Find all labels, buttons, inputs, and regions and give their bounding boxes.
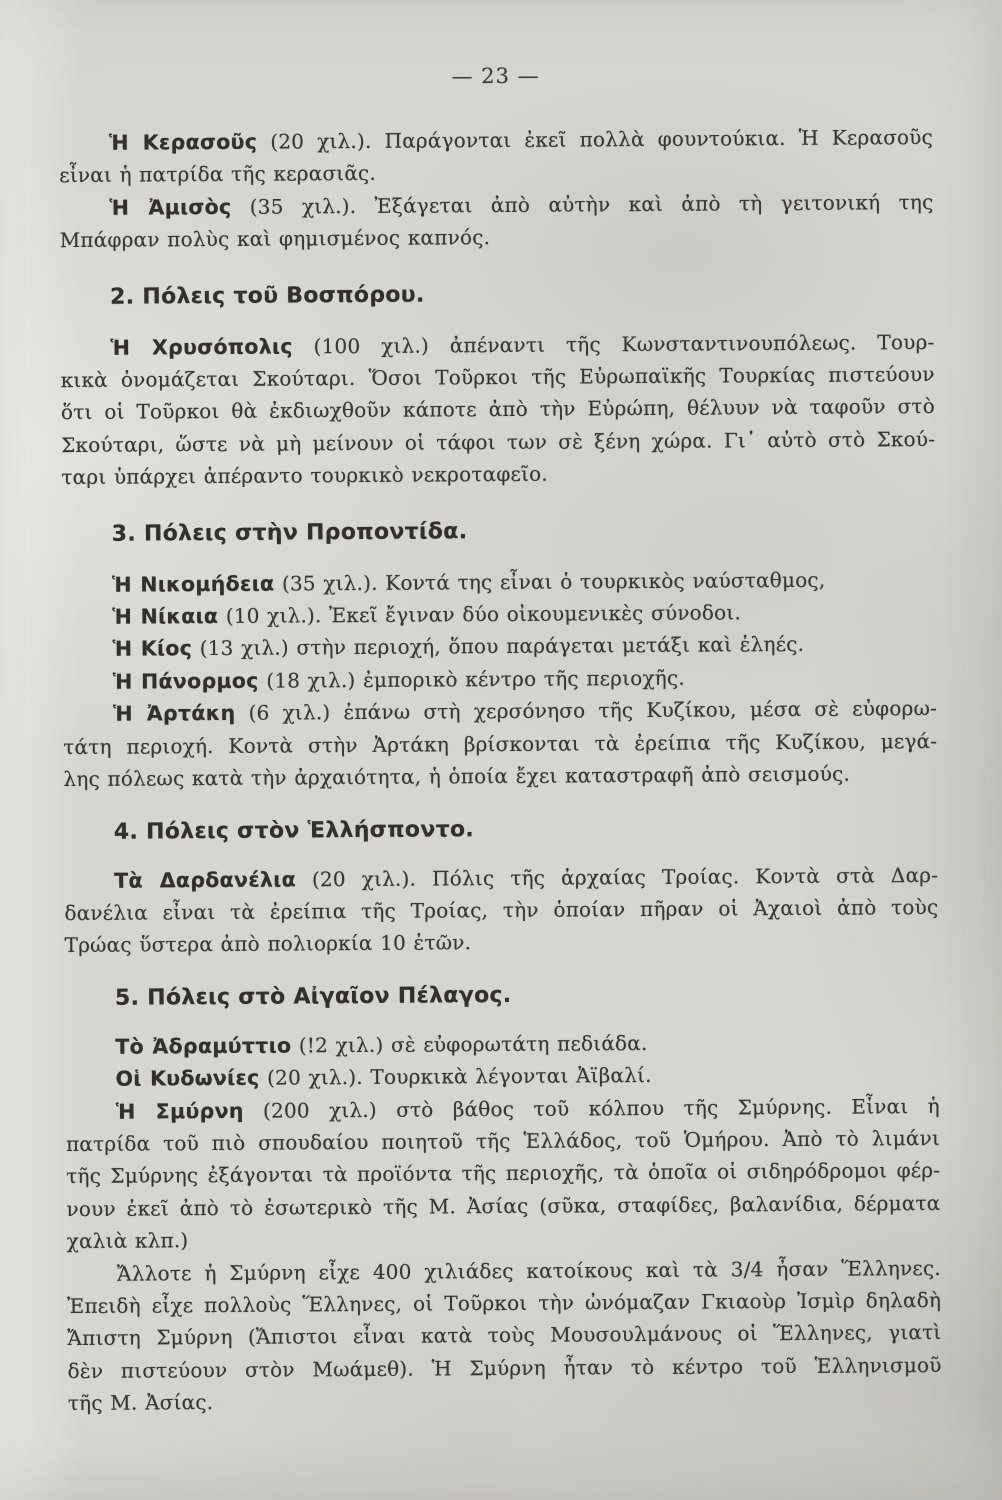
- text-line: Ἐπειδὴ εἶχε πολλοὺς Ἕλληνες, οἱ Τοῦρκοι τὴν ὠνόμαζαν Γκιαοὺρ Ἰσμὶρ δηλαδὴ: [67, 1287, 942, 1319]
- text-span: (!2 χιλ.) σὲ εὐφορωτάτη πεδιάδα.: [291, 1030, 648, 1058]
- text-line: Ἄλλοτε ἡ Σμύρνη εἶχε 400 χιλιάδες κατοίκους καὶ τὰ 3/4 ἦσαν Ἕλληνες.: [116, 1255, 941, 1286]
- paragraph-amisos: [59, 186, 933, 257]
- text-line: λης πόλεως κατὰ τὴν ἀρχαιότητα, ἡ ὁποία ἔχει καταστραφῆ ἀπὸ σεισμούς.: [63, 761, 851, 792]
- text-span: (100 χιλ.) ἀπέναντι τῆς Κωνσταντινουπόλεως. Τουρ-: [292, 329, 935, 359]
- entry-lead: Ἡ Ἀρτάκη: [112, 701, 236, 726]
- text-line: ταρι ὑπάρχει ἀπέραντο τουρκικὸ νεκροταφεῖο.: [61, 461, 548, 490]
- section-heading-aegean: 5. Πόλεις στὸ Αἰγαῖον Πέλαγος.: [114, 982, 512, 1011]
- text-line: [59, 186, 933, 225]
- entry-lead: Ἡ Κίος: [112, 636, 193, 662]
- text-span: (18 χιλ.) ἐμπορικὸ κέντρο τῆς περιοχῆς.: [258, 665, 685, 693]
- entry-lead: Ἡ Νικομήδεια: [112, 571, 275, 597]
- entry-lead: Ἡ Πάνορμος: [112, 668, 259, 694]
- text-line: πατρίδα τοῦ πιὸ σπουδαίου ποιητοῦ τῆς Ἑλλάδος, τοῦ Ὁμήρου. Ἀπὸ τὸ λιμάνι: [65, 1125, 941, 1156]
- text-line: Μπάφραν πολὺς καὶ φημισμένος καπνός.: [59, 225, 491, 253]
- text-span: (10 χιλ.). Ἐκεῖ ἔγιναν δύο οἰκουμενικὲς σύνοδοι.: [218, 600, 742, 629]
- text-span: (20 χιλ.). Παράγονται ἐκεῖ πολλὰ φουντούκια. Ἡ Κερασοῦς: [257, 124, 934, 154]
- paragraph-smyrni: [66, 1089, 941, 1257]
- paragraph-chrysopolis: [60, 326, 935, 494]
- page-number: — 23 —: [451, 63, 540, 89]
- text-line: Σκούταρι, ὥστε νὰ μὴ μείνουν οἱ τάφοι των σὲ ξένη χώρα. Γι᾽ αὐτὸ στὸ Σκού-: [61, 426, 936, 457]
- entry-lead: Οἱ Κυδωνίες: [115, 1065, 260, 1091]
- entry-lead: Ἡ Νίκαια: [112, 604, 219, 629]
- text-span: (6 χιλ.) ἐπάνω στὴ χερσόνησο τῆς Κυζίκου, μέσα σὲ εὐφορω-: [235, 696, 938, 726]
- text-line: τάτη περιοχή. Κοντὰ στὴν Ἀρτάκη βρίσκονται τὰ ἐρείπια τῆς Κυζίκου, μεγά-: [63, 728, 938, 759]
- text-line: ὅτι οἱ Τοῦρκοι θὰ ἐκδιωχθοῦν κάποτε ἀπὸ τὴν Εὐρώπη, θέλυυν νὰ ταφοῦν στὸ: [60, 394, 935, 425]
- section-heading-hellespont: 4. Πόλεις στὸν Ἑλλήσποντο.: [113, 816, 475, 845]
- entry-lead: Ἡ Ἀμισὸς: [109, 194, 232, 220]
- text-line: δὲν πιστεύουν στὸν Μωάμεθ). Ἡ Σμύρνη ἦταν τὸ κέντρο τοῦ Ἑλληνισμοῦ: [67, 1352, 942, 1383]
- entry-lead: Ἡ Κερασοῦς: [108, 129, 258, 155]
- text-line: εἶναι ἡ πατρίδα τῆς κερασιᾶς.: [59, 161, 377, 188]
- text-line: Ἄπιστη Σμύρνη (Ἄπιστοι εἶναι κατὰ τοὺς Μουσουλμάνους οἱ Ἕλληνες, γιατὶ: [67, 1320, 942, 1351]
- paragraph-kerasous: [59, 121, 933, 192]
- entry-lead: Ἡ Σμύρνη: [115, 1098, 244, 1124]
- entry-lead: Ἡ Χρυσόπολις: [110, 334, 293, 360]
- entry-lead: Τὰ Δαρδανέλια: [114, 866, 297, 893]
- text-line: τῆς Μ. Ἀσίας.: [67, 1390, 214, 1416]
- text-line: [62, 563, 936, 602]
- paragraph-artaki: [63, 692, 938, 795]
- text-line: τῆς Σμύρνης ἐξάγονται τὰ προϊόντα τῆς περιοχῆς, τὰ ὁποῖα οἱ σιδηρόδρομοι φέρ-: [66, 1158, 941, 1189]
- text-span: (200 χιλ.) στὸ βάθος τοῦ κόλπου τῆς Σμύρνης. Εἶναι ἡ: [243, 1093, 940, 1123]
- text-span: (35 χιλ.). Ἐξάγεται ἀπὸ αὐτὴν καὶ ἀπὸ τὴ γειτονική της: [231, 189, 934, 219]
- entry-lead: Τὸ Ἀδραμύττιο: [115, 1033, 292, 1059]
- section-heading-propontis: 3. Πόλεις στὴν Προποντίδα.: [111, 518, 468, 547]
- text-line: χαλιὰ κλπ.): [66, 1228, 189, 1254]
- text-line: Τρώας ὕστερα ἀπὸ πολιορκία 10 ἐτῶν.: [64, 930, 472, 958]
- text-line: κικὰ ὀνομάζεται Σκούταρι. Ὅσοι Τοῦρκοι τῆς Εὐρωπαϊκῆς Τουρκίας πιστεύουν: [60, 361, 935, 393]
- section-heading-bosporus: 2. Πόλεις τοῦ Βοσπόρου.: [110, 282, 425, 310]
- text-line: νουν ἐκεῖ ἀπὸ τὸ ἐσωτερικὸ τῆς Μ. Ἀσίας (σῦκα, σταφίδες, βαλανίδια, δέρματα: [66, 1190, 941, 1221]
- paragraph-dardanelia: [64, 858, 939, 961]
- text-span: (35 χιλ.). Κοντά της εἶναι ὁ τουρκικὸς ναύσταθμος,: [274, 567, 826, 596]
- text-span: (13 χιλ.) στὴν περιοχή, ὅπου παράγεται μετάξι καὶ ἐληές.: [192, 632, 805, 661]
- text-span: (20 χιλ.). Τουρκικὰ λέγονται Ἀϊβαλί.: [259, 1063, 652, 1090]
- paragraph-nikomedeia: [62, 563, 936, 602]
- text-span: (20 χιλ.). Πόλις τῆς ἀρχαίας Τροίας. Κοντὰ στὰ Δαρ-: [295, 862, 939, 891]
- text-line: [59, 121, 933, 160]
- text-line: δανέλια εἶναι τὰ ἐρείπια τῆς Τροίας, τὴν ὁποίαν πῆραν οἱ Ἀχαιοὶ ἀπὸ τοὺς: [64, 894, 939, 925]
- paragraph-smyrni-history: [67, 1252, 942, 1420]
